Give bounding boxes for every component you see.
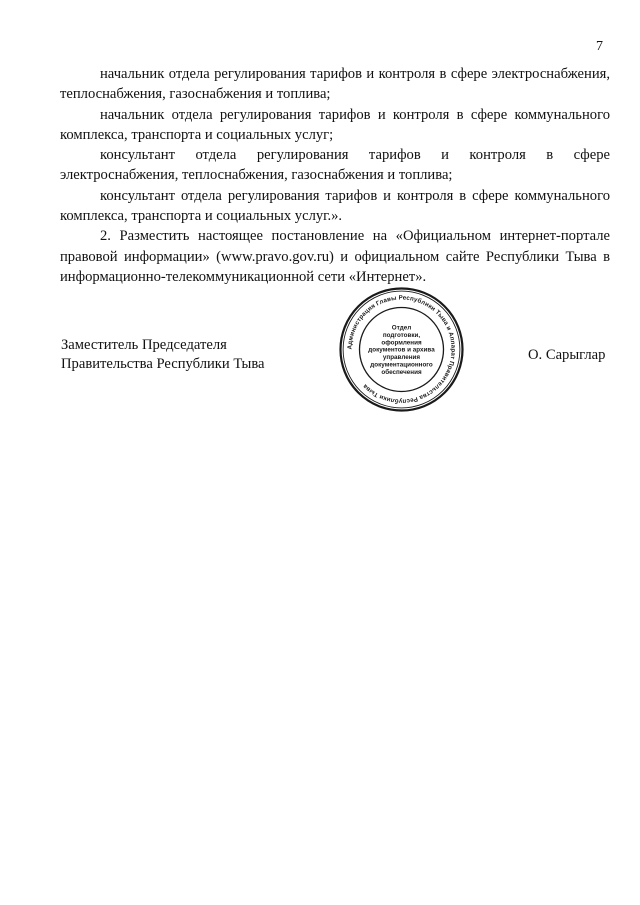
paragraph-1: начальник отдела регулирования тарифов и контроля в сфере электроснабжения, теплоснабжения, газоснабжения и топлива; (60, 66, 610, 103)
signatory-position (61, 336, 265, 374)
seal-center-line: управления (382, 354, 421, 362)
seal-center-line: документов и архива (368, 346, 435, 354)
paragraph-3: консультант отдела регулирования тарифов и контроля в сфере электроснабжения, теплоснабжения, газоснабжения и топлива; (60, 147, 610, 184)
seal-graphic (338, 286, 465, 413)
seal-center-line: Отдел (391, 324, 412, 332)
paragraph-2: начальник отдела регулирования тарифов и контроля в сфере коммунального комплекса, транспорта и социальных услуг; (60, 106, 610, 143)
signatory-position-line-1: Заместитель Председателя (61, 337, 227, 353)
official-seal-stamp (338, 286, 465, 413)
paragraph-4: консультант отдела регулирования тарифов и контроля в сфере коммунального комплекса, транспорта и социальных услуг.». (60, 187, 610, 225)
signatory-position-line-2: Правительства Республики Тыва (61, 356, 265, 372)
seal-center-line: документационного (370, 361, 433, 369)
paragraph-5: 2. Разместить настоящее постановление на «Официальном интернет-портале правовой информации» (www.pravo.gov.ru) и официальном сайте Республики Тыва в информационно-телекоммуникационной сети «Интернет». (60, 228, 610, 285)
seal-center-text (368, 325, 435, 376)
seal-center-line: оформления (381, 339, 422, 347)
seal-ring-text: Администрация Главы Республики Тыва и Аппарат Правительства Республики Тыва (346, 294, 457, 405)
page-number: 7 (596, 39, 603, 54)
document-body (60, 64, 610, 287)
seal-center-line: подготовки, (382, 331, 421, 339)
signatory-name: О. Сарыглар (528, 347, 606, 363)
seal-center-line: обеспечения (381, 368, 422, 376)
